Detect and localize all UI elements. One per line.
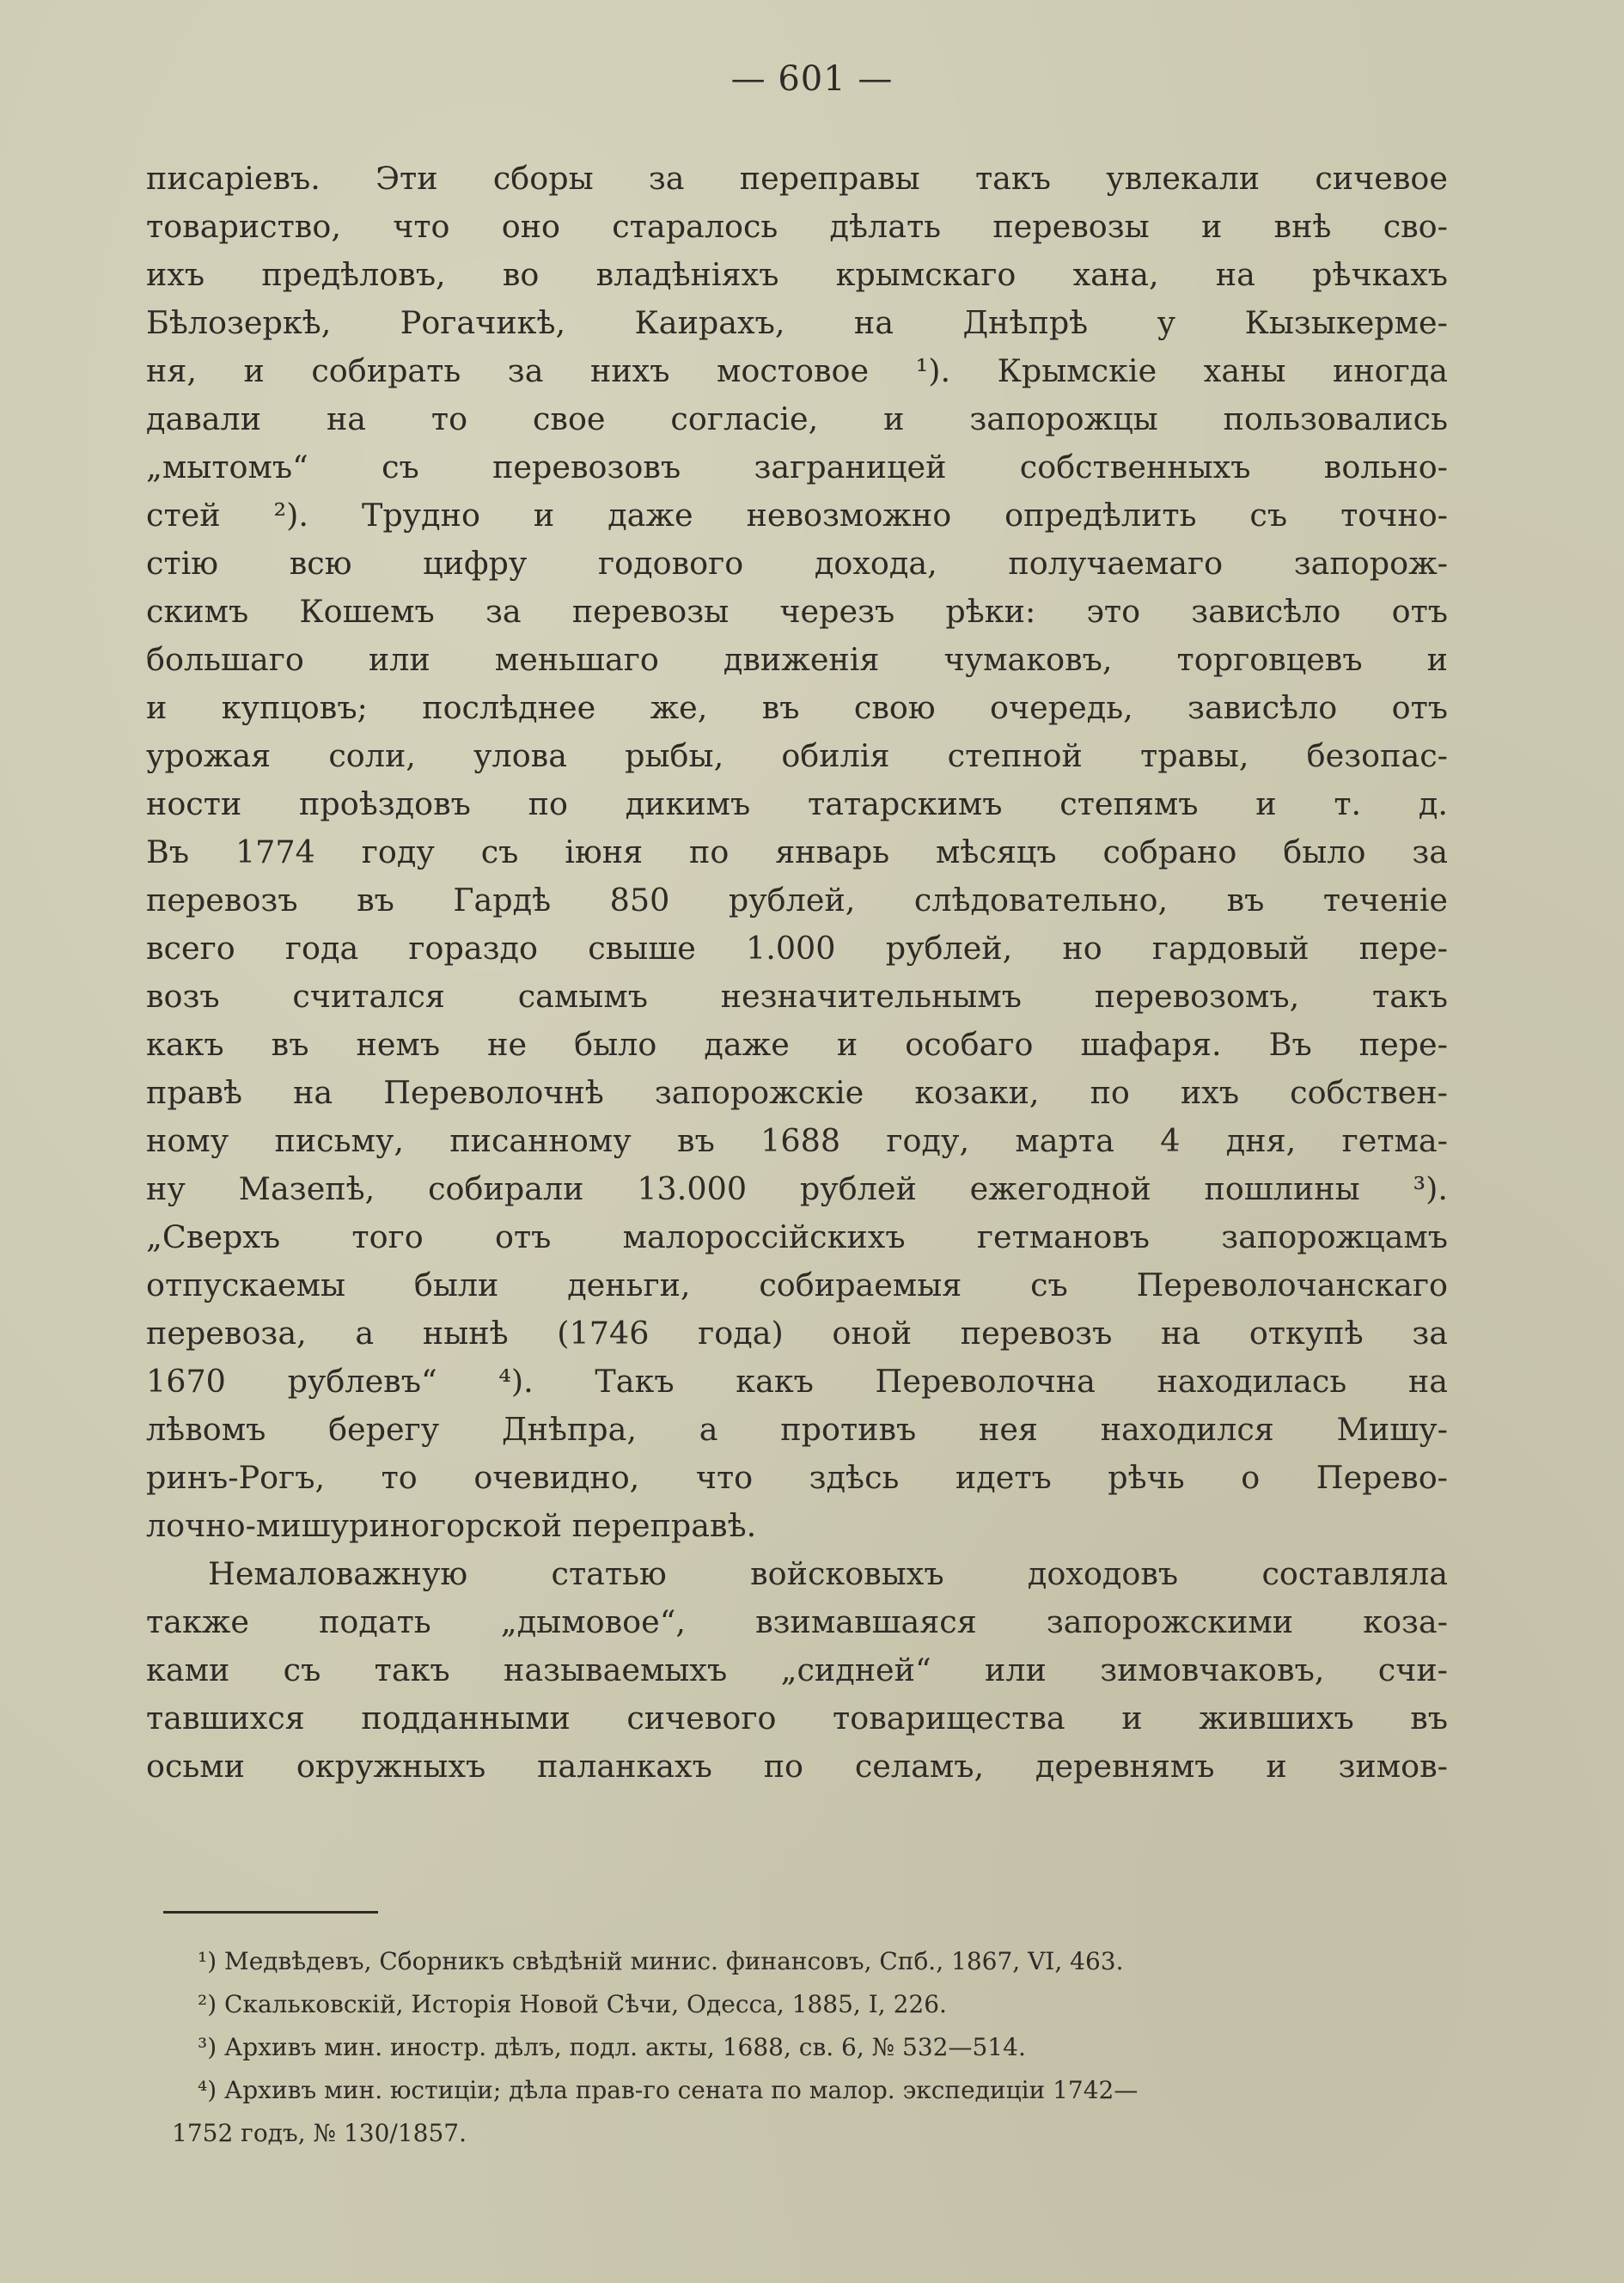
footnote-4: ⁴) Архивъ мин. юстиціи; дѣла прав-го сената по малор. экспедиціи 1742— (198, 2076, 1139, 2104)
text-line: 1670 рублевъ“ ⁴). Такъ какъ Переволочна находилась на (146, 1363, 1448, 1400)
page-number: — 601 — (730, 59, 894, 99)
text-line: скимъ Кошемъ за перевозы черезъ рѣки: это зависѣло отъ (146, 593, 1448, 630)
text-line: давали на то свое согласіе, и запорожцы пользовались (146, 400, 1448, 437)
text-line: осьми окружныхъ паланкахъ по селамъ, деревнямъ и зимов- (146, 1748, 1448, 1785)
text-line: урожая соли, улова рыбы, обилія степной травы, безопас- (146, 737, 1448, 774)
text-line: ному письму, писанному въ 1688 году, марта 4 дня, гетма- (146, 1122, 1448, 1159)
paragraph-end-line: лочно-мишуриногорской переправѣ. (146, 1507, 757, 1544)
text-line: ности проѣздовъ по дикимъ татарскимъ степямъ и т. д. (146, 785, 1448, 822)
text-line: „Сверхъ того отъ малороссійскихъ гетмановъ запорожцамъ (146, 1218, 1448, 1255)
text-line: также подать „дымовое“, взимавшаяся запорожскими коза- (146, 1603, 1448, 1640)
text-line: тавшихся подданными сичевого товарищества и жившихъ въ (146, 1700, 1448, 1737)
footnotes (163, 1940, 1448, 2155)
footnote-divider (163, 1911, 378, 1914)
text-line: товариство, что оно старалось дѣлать перевозы и внѣ сво- (146, 208, 1448, 245)
text-line: всего года гораздо свыше 1.000 рублей, но гардовый пере- (146, 930, 1448, 967)
text-line: возъ считался самымъ незначительнымъ перевозомъ, такъ (146, 978, 1448, 1015)
text-line: ками съ такъ называемыхъ „сидней“ или зимовчаковъ, счи- (146, 1651, 1448, 1688)
text-line: перевоза, а нынѣ (1746 года) оной перевозъ на откупѣ за (146, 1315, 1448, 1352)
footnote-4-continuation: 1752 годъ, № 130/1857. (172, 2119, 467, 2147)
body-text (146, 155, 1448, 1791)
text-line: ня, и собирать за нихъ мостовое ¹). Крымскіе ханы иногда (146, 352, 1448, 389)
paragraph-start-line: Немаловажную статью войсковыхъ доходовъ составляла (208, 1555, 1448, 1592)
text-line: и купцовъ; послѣднее же, въ свою очередь, зависѣло отъ (146, 689, 1448, 726)
text-line: стей ²). Трудно и даже невозможно опредѣлить съ точно- (146, 497, 1448, 534)
text-line: Бѣлозеркѣ, Рогачикѣ, Каирахъ, на Днѣпрѣ у Кызыкерме- (146, 304, 1448, 341)
text-line: стію всю цифру годового дохода, получаемаго запорож- (146, 545, 1448, 582)
text-line: правѣ на Переволочнѣ запорожскіе козаки, по ихъ собствен- (146, 1074, 1448, 1111)
footnote-1: ¹) Медвѣдевъ, Сборникъ свѣдѣній минис. финансовъ, Спб., 1867, VI, 463. (198, 1947, 1124, 1975)
text-line: ихъ предѣловъ, во владѣніяхъ крымскаго хана, на рѣчкахъ (146, 256, 1448, 293)
text-line: лѣвомъ берегу Днѣпра, а противъ нея находился Мишу- (146, 1411, 1448, 1448)
text-line: писаріевъ. Эти сборы за переправы такъ увлекали сичевое (146, 160, 1448, 197)
text-line: какъ въ немъ не было даже и особаго шафаря. Въ пере- (146, 1026, 1448, 1063)
text-line: ну Мазепѣ, собирали 13.000 рублей ежегодной пошлины ³). (146, 1170, 1448, 1207)
text-line: отпускаемы были деньги, собираемыя съ Переволочанскаго (146, 1267, 1448, 1303)
text-line: перевозъ въ Гардѣ 850 рублей, слѣдовательно, въ теченіе (146, 882, 1448, 919)
text-line: „мытомъ“ съ перевозовъ заграницей собственныхъ вольно- (146, 449, 1448, 485)
text-line: большаго или меньшаго движенія чумаковъ, торговцевъ и (146, 641, 1448, 678)
footnote-3: ³) Архивъ мин. иностр. дѣлъ, подл. акты, 1688, св. 6, № 532—514. (198, 2033, 1026, 2061)
footnote-2: ²) Скальковскій, Исторія Новой Сѣчи, Одесса, 1885, I, 226. (198, 1990, 947, 2018)
text-line: ринъ-Рогъ, то очевидно, что здѣсь идетъ рѣчь о Перево- (146, 1459, 1448, 1496)
text-line: Въ 1774 году съ іюня по январь мѣсяцъ собрано было за (146, 833, 1448, 870)
